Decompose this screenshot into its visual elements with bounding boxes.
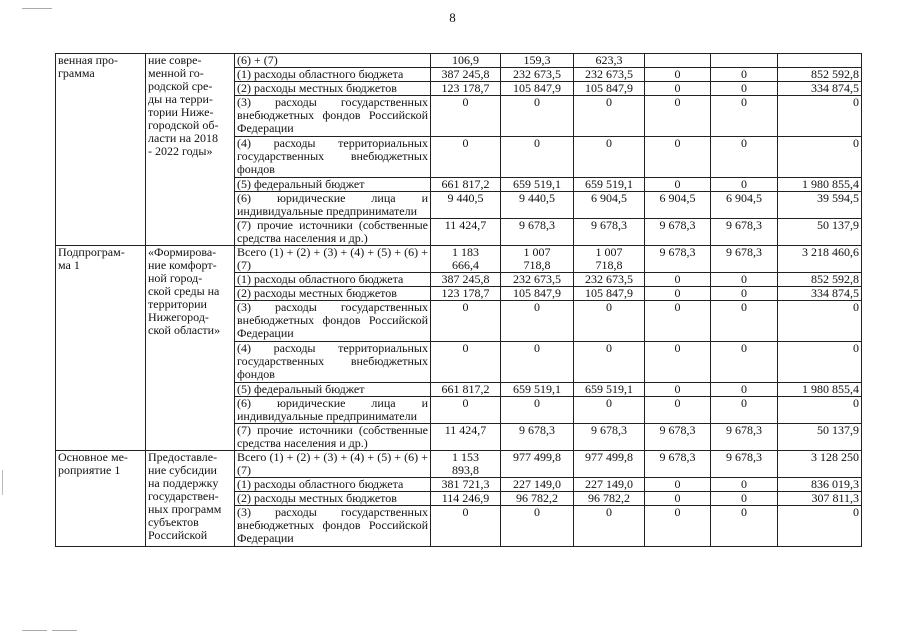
value-cell: 0	[711, 287, 778, 301]
value-cell: 11 424,7	[431, 424, 501, 451]
total-value-cell: 852 592,8	[778, 273, 862, 287]
value-cell: 9 678,3	[645, 246, 711, 273]
value-cell: 0	[645, 342, 711, 383]
funding-source-label: (6) + (7)	[235, 54, 431, 68]
program-description-cell: «Формирова- ние комфорт- ной город- ской среды на территории Нижегород- ской области»	[146, 246, 235, 451]
value-cell: 0	[501, 342, 574, 383]
value-cell: 977 499,8	[574, 451, 645, 478]
value-cell: 0	[645, 178, 711, 192]
total-value-cell: 1 980 855,4	[778, 178, 862, 192]
value-cell: 1 153 893,8	[431, 451, 501, 478]
value-cell: 0	[711, 397, 778, 424]
value-cell: 0	[645, 82, 711, 96]
value-cell: 232 673,5	[501, 273, 574, 287]
value-cell: 659 519,1	[501, 383, 574, 397]
top-scan-mark	[22, 8, 52, 9]
left-scan-artifact	[2, 470, 3, 495]
funding-source-label: (7) прочие источники (собственные средства населения и др.)	[235, 424, 431, 451]
program-name-cell: Основное ме- роприятие 1	[56, 451, 146, 547]
value-cell: 0	[431, 342, 501, 383]
value-cell: 96 782,2	[574, 492, 645, 506]
value-cell: 1 183 666,4	[431, 246, 501, 273]
value-cell: 6 904,5	[711, 192, 778, 219]
value-cell: 106,9	[431, 54, 501, 68]
value-cell: 232 673,5	[574, 273, 645, 287]
value-cell: 9 678,3	[501, 424, 574, 451]
value-cell: 9 678,3	[711, 451, 778, 478]
funding-source-label: Всего (1) + (2) + (3) + (4) + (5) + (6) + (7)	[235, 451, 431, 478]
value-cell	[711, 54, 778, 68]
value-cell: 232 673,5	[574, 68, 645, 82]
value-cell: 0	[711, 178, 778, 192]
value-cell: 9 678,3	[711, 219, 778, 246]
funding-source-label: (3) расходы государственных внебюджетных фондов Российской Федерации	[235, 301, 431, 342]
value-cell: 9 678,3	[711, 424, 778, 451]
value-cell: 0	[645, 273, 711, 287]
value-cell: 0	[431, 301, 501, 342]
value-cell: 6 904,5	[645, 192, 711, 219]
value-cell: 0	[711, 68, 778, 82]
funding-source-label: (1) расходы областного бюджета	[235, 478, 431, 492]
funding-source-label: (2) расходы местных бюджетов	[235, 82, 431, 96]
value-cell: 105 847,9	[574, 82, 645, 96]
bottom-scan-mark	[22, 630, 47, 631]
value-cell: 1 007 718,8	[501, 246, 574, 273]
value-cell: 0	[711, 478, 778, 492]
funding-source-label: (3) расходы государственных внебюджетных фондов Российской Федерации	[235, 96, 431, 137]
value-cell: 114 246,9	[431, 492, 501, 506]
value-cell: 659 519,1	[501, 178, 574, 192]
value-cell: 0	[711, 137, 778, 178]
value-cell: 1 007 718,8	[574, 246, 645, 273]
value-cell: 0	[645, 506, 711, 547]
value-cell: 9 678,3	[711, 246, 778, 273]
funding-source-label: (1) расходы областного бюджета	[235, 68, 431, 82]
total-value-cell	[778, 54, 862, 68]
value-cell: 387 245,8	[431, 68, 501, 82]
total-value-cell: 0	[778, 397, 862, 424]
value-cell: 0	[574, 96, 645, 137]
funding-source-label: (4) расходы территориальных государственных внебюджетных фондов	[235, 342, 431, 383]
total-value-cell: 852 592,8	[778, 68, 862, 82]
value-cell: 96 782,2	[501, 492, 574, 506]
value-cell: 159,3	[501, 54, 574, 68]
value-cell: 0	[711, 492, 778, 506]
total-value-cell: 0	[778, 506, 862, 547]
value-cell: 387 245,8	[431, 273, 501, 287]
value-cell: 0	[501, 506, 574, 547]
value-cell: 232 673,5	[501, 68, 574, 82]
value-cell: 9 440,5	[501, 192, 574, 219]
funding-source-label: (5) федеральный бюджет	[235, 178, 431, 192]
program-description-cell: Предоставле- ние субсидии на поддержку государствен- ных программ субъектов Российской	[146, 451, 235, 547]
value-cell: 0	[501, 96, 574, 137]
value-cell: 0	[711, 273, 778, 287]
value-cell: 0	[501, 397, 574, 424]
total-value-cell: 50 137,9	[778, 424, 862, 451]
value-cell: 0	[645, 478, 711, 492]
value-cell: 11 424,7	[431, 219, 501, 246]
value-cell: 0	[711, 342, 778, 383]
value-cell: 0	[645, 397, 711, 424]
value-cell: 0	[645, 287, 711, 301]
value-cell: 0	[501, 137, 574, 178]
value-cell: 6 904,5	[574, 192, 645, 219]
value-cell: 9 678,3	[574, 219, 645, 246]
total-value-cell: 836 019,3	[778, 478, 862, 492]
value-cell: 0	[645, 301, 711, 342]
value-cell: 381 721,3	[431, 478, 501, 492]
value-cell: 0	[574, 301, 645, 342]
funding-source-label: (3) расходы государственных внебюджетных фондов Российской Федерации	[235, 506, 431, 547]
total-value-cell: 0	[778, 301, 862, 342]
total-value-cell: 0	[778, 342, 862, 383]
page-number: 8	[449, 10, 456, 25]
total-value-cell: 0	[778, 137, 862, 178]
value-cell: 0	[431, 506, 501, 547]
total-value-cell: 307 811,3	[778, 492, 862, 506]
table-row	[56, 451, 862, 478]
value-cell: 0	[711, 383, 778, 397]
total-value-cell: 1 980 855,4	[778, 383, 862, 397]
value-cell: 9 678,3	[645, 424, 711, 451]
total-value-cell: 334 874,5	[778, 287, 862, 301]
value-cell: 0	[574, 137, 645, 178]
program-name-cell: Подпрограм- ма 1	[56, 246, 146, 451]
budget-table	[55, 53, 862, 547]
funding-source-label: Всего (1) + (2) + (3) + (4) + (5) + (6) + (7)	[235, 246, 431, 273]
funding-source-label: (2) расходы местных бюджетов	[235, 287, 431, 301]
total-value-cell: 0	[778, 96, 862, 137]
table-row	[56, 54, 862, 68]
funding-source-label: (6) юридические лица и индивидуальные предприниматели	[235, 397, 431, 424]
value-cell: 0	[431, 96, 501, 137]
funding-source-label: (7) прочие источники (собственные средства населения и др.)	[235, 219, 431, 246]
value-cell: 0	[645, 137, 711, 178]
value-cell: 105 847,9	[501, 82, 574, 96]
value-cell: 977 499,8	[501, 451, 574, 478]
value-cell: 9 678,3	[501, 219, 574, 246]
value-cell: 123 178,7	[431, 287, 501, 301]
table-row	[56, 246, 862, 273]
total-value-cell: 334 874,5	[778, 82, 862, 96]
value-cell: 661 817,2	[431, 383, 501, 397]
value-cell: 0	[645, 96, 711, 137]
value-cell: 0	[501, 301, 574, 342]
value-cell: 661 817,2	[431, 178, 501, 192]
funding-source-label: (4) расходы территориальных государственных внебюджетных фондов	[235, 137, 431, 178]
value-cell: 105 847,9	[574, 287, 645, 301]
value-cell: 9 678,3	[645, 451, 711, 478]
value-cell: 9 678,3	[574, 424, 645, 451]
value-cell: 0	[711, 506, 778, 547]
value-cell: 659 519,1	[574, 178, 645, 192]
value-cell: 659 519,1	[574, 383, 645, 397]
value-cell: 0	[574, 342, 645, 383]
funding-source-label: (1) расходы областного бюджета	[235, 273, 431, 287]
funding-source-label: (2) расходы местных бюджетов	[235, 492, 431, 506]
value-cell: 0	[645, 383, 711, 397]
value-cell: 0	[574, 397, 645, 424]
total-value-cell: 3 128 250	[778, 451, 862, 478]
value-cell: 105 847,9	[501, 287, 574, 301]
value-cell	[645, 54, 711, 68]
total-value-cell: 50 137,9	[778, 219, 862, 246]
value-cell: 227 149,0	[574, 478, 645, 492]
value-cell: 227 149,0	[501, 478, 574, 492]
value-cell: 0	[645, 68, 711, 82]
value-cell: 9 440,5	[431, 192, 501, 219]
funding-source-label: (6) юридические лица и индивидуальные предприниматели	[235, 192, 431, 219]
total-value-cell: 39 594,5	[778, 192, 862, 219]
value-cell: 123 178,7	[431, 82, 501, 96]
value-cell: 0	[711, 301, 778, 342]
funding-source-label: (5) федеральный бюджет	[235, 383, 431, 397]
bottom-scan-mark	[52, 630, 77, 631]
program-description-cell: ние совре- менной го- родской сре- ды на терри- тории Ниже- городской об- ласти на 2018 - 2022 годы»	[146, 54, 235, 246]
value-cell: 9 678,3	[645, 219, 711, 246]
value-cell: 0	[431, 397, 501, 424]
value-cell: 0	[645, 492, 711, 506]
value-cell: 0	[574, 506, 645, 547]
value-cell: 0	[711, 96, 778, 137]
value-cell: 0	[431, 137, 501, 178]
total-value-cell: 3 218 460,6	[778, 246, 862, 273]
program-name-cell: венная про- грамма	[56, 54, 146, 246]
value-cell: 623,3	[574, 54, 645, 68]
value-cell: 0	[711, 82, 778, 96]
